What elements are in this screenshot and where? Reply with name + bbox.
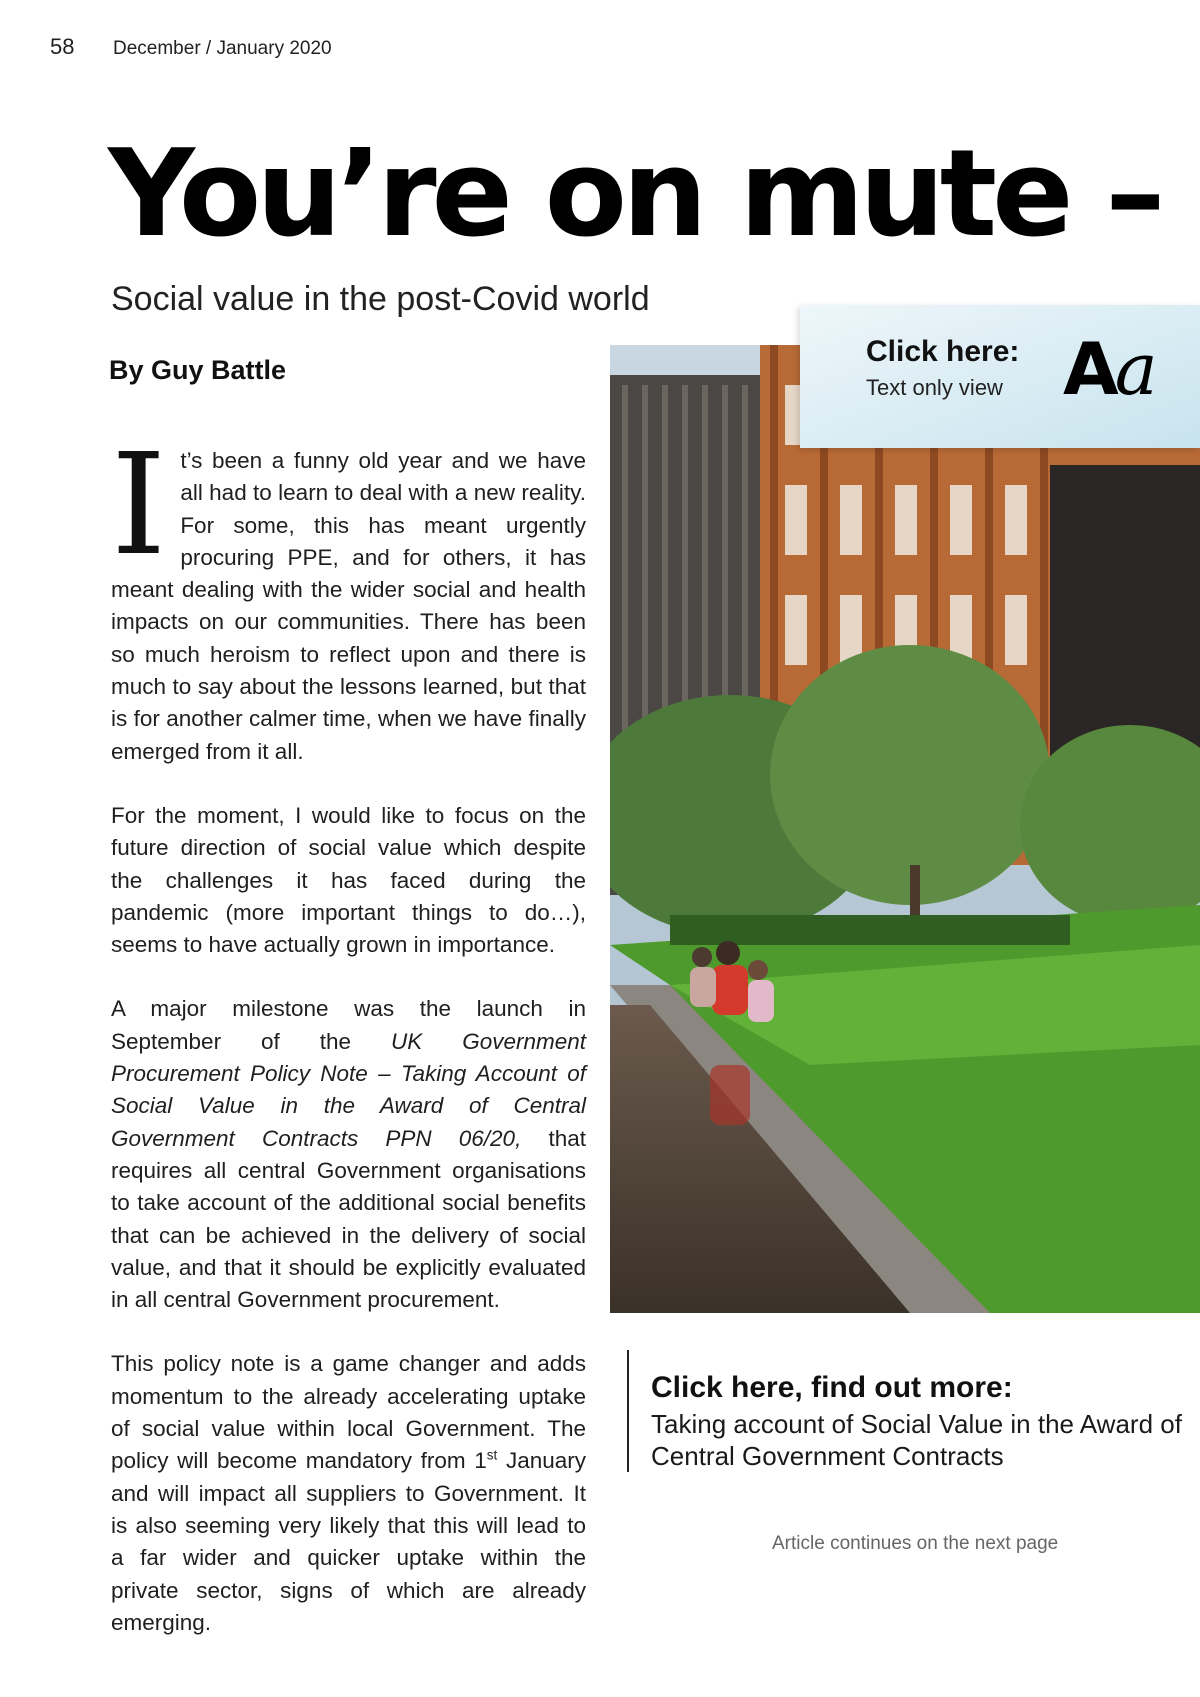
find-out-more-description: Taking account of Social Value in the Award of Central Government Contracts [651,1409,1182,1471]
paragraph-1 [111,424,586,768]
page-number: 58 [50,34,75,59]
paragraph-2: For the moment, I would like to focus on the future direction of social value which despite the challenges it has faced during the pandemic (more important things to do…), seems to have actually grown in importance. [111,802,586,958]
byline: By Guy Battle [109,355,287,385]
find-out-more-link[interactable] [627,1350,1191,1472]
article-body [111,424,587,1671]
policy-note-reference: UK Government Procurement Policy Note – Taking Account of Social Value in the Award of Central Government Contracts PPN 06/20, [111,1028,587,1151]
paragraph-3-text-b: that requires all central Government organisations to take account of the additional social benefits that can be achieved in the delivery of social value, and that it should be explicitly evaluated in all central Government procurement. [111,1125,586,1313]
font-size-icon-a1: A [1063,327,1115,411]
paragraph-4-text-b: January and will impact all suppliers to Government. It is also seeming very likely that this will lead to a far wider and quicker uptake within the private sector, signs of which are already emerging. [111,1448,586,1635]
article-subtitle: Social value in the post-Covid world [111,280,650,318]
photo-illustration [610,345,1200,1313]
paragraph-4 [111,1348,586,1639]
paragraph-3-text-a: A major milestone was the launch in September of the [111,996,586,1054]
paragraph-1-text: t’s been a funny old year and we have all had to learn to deal with a new reality. For some, this has meant urgently procuring PPE, and for others, it has meant dealing with the wider social and health impacts on our communities. There has been so much heroism to reflect upon and there is much to say about the lessons learned, but that is for another calmer time, when we have finally emerged from it all. [111,448,586,764]
font-size-icon-a2: a [1114,327,1154,411]
article-title: You’re on mute – [108,125,1161,264]
find-out-more-heading: Click here, find out more: [651,1371,1013,1404]
paragraph-3 [111,993,586,1316]
text-only-label: Click here: [866,335,1020,368]
ordinal-suffix: st [486,1447,498,1463]
continues-note: Article continues on the next page [772,1533,1059,1554]
article-photo [610,345,1200,1313]
text-only-view-button[interactable] [800,305,1200,448]
font-size-icon [1063,327,1154,411]
text-only-sub: Text only view [866,375,1003,400]
paragraph-4-text-a: This policy note is a game changer and adds momentum to the already accelerating uptake of social value within local Government. The policy will become mandatory from 1 [111,1351,586,1474]
drop-cap: I [111,424,167,587]
issue-date: December / January 2020 [113,38,332,59]
